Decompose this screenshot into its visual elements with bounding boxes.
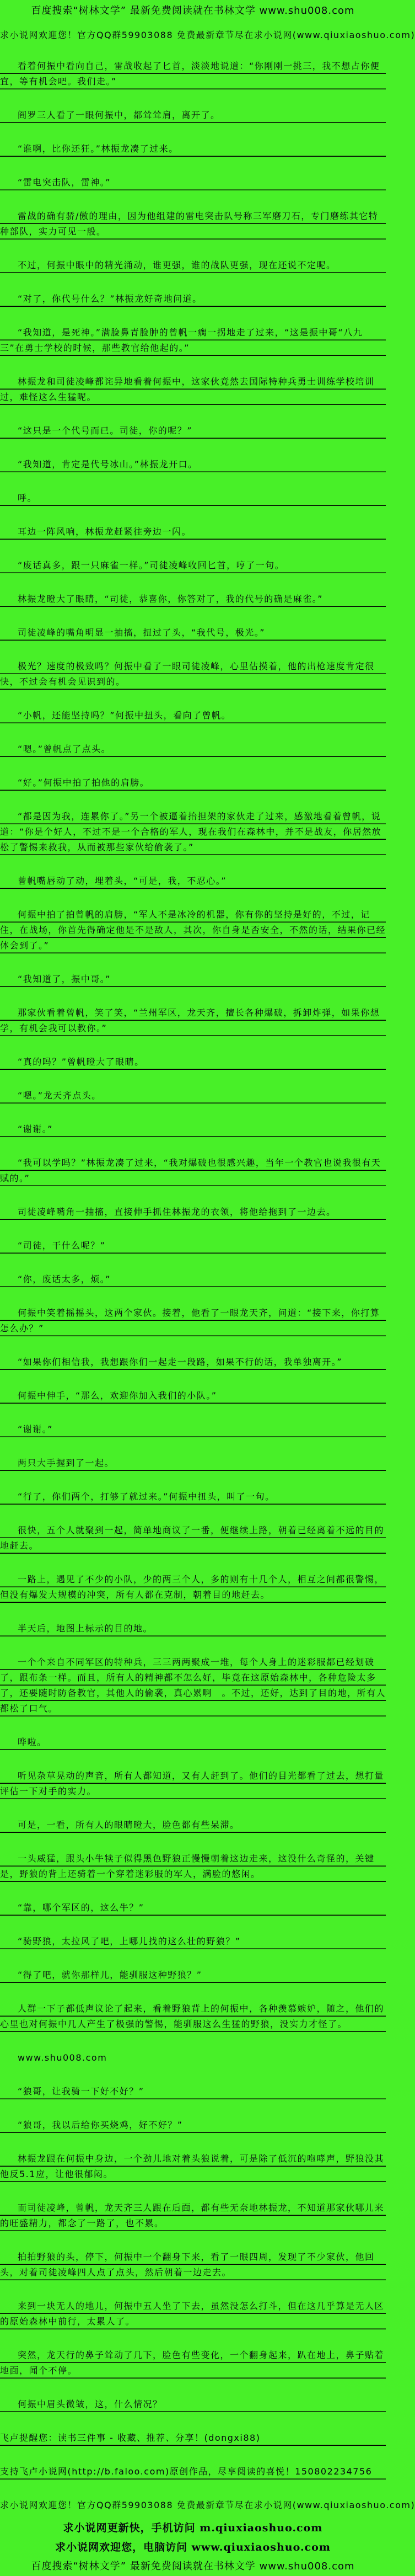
novel-paragraph: “我知道，肯定是代号冰山。”林振龙开口。 bbox=[0, 457, 386, 472]
novel-paragraph: “谢谢。” bbox=[0, 1122, 386, 1137]
novel-paragraph: 听见杂草晃动的声音，所有人都知道，又有人赶到了。他们的目光都看了过去，想打量评估一下对手的实力。 bbox=[0, 1768, 386, 1799]
novel-paragraph: 阎罗三人看了一眼何振中，都耸耸肩，离开了。 bbox=[0, 108, 386, 123]
novel-paragraph: “你，废话太多，烦。” bbox=[0, 1272, 386, 1287]
novel-paragraph: 极光？速度的极致吗？何振中看了一眼司徒凌峰，心里估摸着，他的出枪速度肯定很快，不过会有机会见识到的。 bbox=[0, 659, 386, 690]
footer-pc-site-line: 求小说网欢迎您，电脑访问 www.qiuxiaoshuo.com bbox=[55, 2541, 331, 2553]
novel-paragraph: “嗯。”曾帆点了点头。 bbox=[0, 742, 386, 757]
novel-paragraph: “得了吧，就你那样儿，能驯服这种野狼？” bbox=[0, 1967, 386, 1983]
novel-paragraph: 呼。 bbox=[0, 490, 386, 506]
header-baidu-search-line: 百度搜索“树林文学” 最新免费阅读就在书林文学 www.shu008.com bbox=[31, 5, 355, 17]
novel-paragraph: “狼哥，让我骑一下好不好？” bbox=[0, 2084, 386, 2099]
novel-paragraph: 那家伙看着曾帆，笑了笑，“兰州军区，龙天齐，擅长各种爆破，拆卸炸弹，如果你想学，有机会我可以教你。” bbox=[0, 1005, 386, 1036]
novel-paragraph: 拍拍野狼的头，停下，何振中一个翻身下来，看了一眼四周，发现了不少家伙，他回头，对着司徒凌峰四人点了点头，然后朝着一边走去。 bbox=[0, 2249, 386, 2280]
novel-paragraph: 不过，何振中眼中的精光涌动，谁更强，谁的战队更强，现在还说不定呢。 bbox=[0, 258, 386, 273]
novel-paragraph: 何振中伸手，“那么，欢迎你加入我们的小队。” bbox=[0, 1388, 386, 1404]
novel-paragraph: “我可以学吗？”林振龙凑了过来，“我对爆破也很感兴趣，当年一个教官也说我很有天赋的。” bbox=[0, 1155, 386, 1186]
novel-paragraph: “嗯。”龙天齐点头。 bbox=[0, 1088, 386, 1103]
novel-paragraph: 曾帆嘴唇动了动，埋着头，“可是，我，不忍心。” bbox=[0, 873, 386, 889]
novel-paragraph: “这只是一个代号而已。司徒，你的呢？” bbox=[0, 423, 386, 439]
novel-paragraph: 人群一下子都低声议论了起来，看着野狼背上的何振中，各种羡慕嫉妒，随之，他们的心里也对何振中几人产生了极强的警惕，能驯服这么生猛的野狼，没实力才怪了。 bbox=[0, 2001, 386, 2032]
novel-paragraph: “真的吗？”曾帆瞪大了眼睛。 bbox=[0, 1054, 386, 1070]
novel-paragraph: “废话真多，跟一只麻雀一样。”司徒凌峰收回匕首，哼了一句。 bbox=[0, 558, 386, 573]
novel-paragraph: 何振中眉头微皱，这，什么情况？ bbox=[0, 2397, 386, 2412]
novel-paragraph: 林振龙和司徒凌峰都诧异地看着何振中，这家伙竟然去国际特种兵勇士训练学校培训过，难怪这么生猛呢。 bbox=[0, 374, 386, 405]
novel-paragraph: 可是，一看，所有人的眼睛瞪大，脸色都有些呆滞。 bbox=[0, 1817, 386, 1833]
novel-paragraph: “谁啊，比你还狂。”林振龙凑了过来。 bbox=[0, 141, 386, 157]
novel-paragraph: 一路上，遇见了不少的小队，少的两三个人，多的则有十几个人，相互之间都很警惕，但没有爆发大规模的冲突，所有人都在克制，朝着目的地赶去。 bbox=[0, 1572, 386, 1603]
novel-paragraph: “司徒，干什么呢？” bbox=[0, 1238, 386, 1254]
novel-paragraph: “如果你们相信我，我想跟你们一起走一段路，如果不行的话，我单独离开。” bbox=[0, 1354, 386, 1370]
novel-paragraph: “狼哥，我以后给你买烧鸡，好不好？” bbox=[0, 2118, 386, 2133]
page-footer bbox=[0, 2498, 415, 2576]
novel-paragraph: “骑野狼，太拉风了吧，上哪儿找的这么壮的野狼？” bbox=[0, 1934, 386, 1949]
novel-paragraph: “我知道，是死神。”满脸鼻青脸肿的曾帆一瘸一拐地走了过来，“这是振中哥“八九三”在勇士学校的时候，那些教官给他起的。” bbox=[0, 325, 386, 356]
novel-paragraph: 耳边一阵风响，林振龙赶紧往旁边一闪。 bbox=[0, 524, 386, 540]
novel-paragraph: 一头威猛，跟头小牛犊子似得黑色野狼正慢慢朝着这边走来，这没什么奇怪的，关键是，野狼的背上还骑着一个穿着迷彩服的军人，满脸的悠闲。 bbox=[0, 1851, 386, 1882]
novel-paragraph: 很快，五个人就聚到一起，简单地商议了一番，便继续上路，朝着已经离着不远的目的地赶去。 bbox=[0, 1523, 386, 1554]
novel-paragraph: “小帆，还能坚持吗？”何振中扭头，看向了曾帆。 bbox=[0, 708, 386, 723]
footer-mobile-site-line: 求小说网更新快，手机访问 m.qiuxiaoshuo.com bbox=[63, 2522, 323, 2534]
faloo-reminder-line: 飞卢提醒您：读书三件事 - 收藏、推荐、分享！(dongxi88) bbox=[0, 2430, 386, 2446]
novel-paragraph: 林振龙跟在何振中身边，一个劲儿地对着头狼说着，可是除了低沉的咆哮声，野狼没其他反5.1应，让他很郁闷。 bbox=[0, 2151, 386, 2182]
novel-paragraph: “我知道了，振中哥。” bbox=[0, 972, 386, 987]
novel-paragraph: 看着何振中看向自己，雷战收起了匕首，淡淡地说道：“你刚刚一挑三，我不想占你便宜，等有机会吧。我们走。” bbox=[0, 58, 386, 89]
novel-paragraph: 司徒凌峰嘴角一抽搐，直接伸手抓住林振龙的衣领，将他给拖到了一边去。 bbox=[0, 1204, 386, 1220]
novel-paragraph: 何振中笑着摇摇头，这两个家伙。接着，他看了一眼龙天齐，问道：“接下来，你打算怎么办？” bbox=[0, 1305, 386, 1336]
novel-paragraph: 而司徒凌峰，曾帆，龙天齐三人跟在后面，都有些无奈地林振龙，不知道那家伙哪儿来的旺盛精力，都念了一路了，也不累。 bbox=[0, 2200, 386, 2231]
novel-paragraph: “对了，你代号什么？”林振龙好奇地问道。 bbox=[0, 291, 386, 307]
novel-paragraph: 突然，龙天行的鼻子耸动了几下，脸色有些变化，一个翻身起来，趴在地上，鼻子贴着地面，闻个不停。 bbox=[0, 2348, 386, 2378]
faloo-support-line: 支持飞卢小说网(http://b.faloo.com)原创作品，尽享阅读的喜悦！150802234756 bbox=[0, 2464, 386, 2479]
novel-paragraph: “都是因为我，连累你了。”另一个被逼着抬担架的家伙走了过来，感激地看着曾帆，说道：“你是个好人，不过不是一个合格的军人，现在我们在森林中，并不是战友，你居然放松了警惕来救我，从而被那些家伙给偷袭了。” bbox=[0, 809, 386, 855]
novel-paragraph: 哗啦。 bbox=[0, 1735, 386, 1750]
novel-paragraph: “谢谢。” bbox=[0, 1422, 386, 1437]
novel-paragraph: 何振中拍了拍曾帆的肩膀，“军人不是冰冷的机器，你有你的坚持是好的，不过，记住，在战场，你首先得确定他是不是敌人，其次，你自身是否安全，不然的话，结果你已经体会到了。” bbox=[0, 907, 386, 953]
site-watermark-line: www.shu008.com bbox=[18, 2052, 107, 2063]
novel-content bbox=[0, 58, 386, 2479]
novel-paragraph: 一个个来自不同军区的特种兵，三三两两聚成一堆，每个人身上的迷彩服都已经划破了，跟布条一样。而且，所有人的精神都不怎么好，毕竟在这原始森林中，各种危险太多了，还要随时防备教官，其他人的偷袭，真心累啊 。不过，还好，达到了目的地，所有人都松了口气。 bbox=[0, 1655, 386, 1716]
novel-paragraph: 司徒凌峰的嘴角明显一抽搐，扭过了头，“我代号，极光。” bbox=[0, 625, 386, 641]
footer-qq-group-line: 求小说网欢迎您！官方QQ群59903088 免费最新章节尽在求小说网(www.qiuxiaoshuo.com) bbox=[0, 2500, 415, 2510]
novel-paragraph: “行了，你们两个，打够了就过来。”何振中扭头，叫了一句。 bbox=[0, 1489, 386, 1505]
novel-paragraph: “雷电突击队，雷神。” bbox=[0, 175, 386, 190]
novel-paragraph: “好。”何振中拍了拍他的肩膀。 bbox=[0, 775, 386, 791]
novel-paragraph: 来到一块无人的地儿，何振中五人坐了下去，虽然没怎么打斗，但在这几乎算是无人区的原始森林中前行，太累人了。 bbox=[0, 2298, 386, 2329]
header-qiuxiaoshuo-line: 求小说网欢迎您！官方QQ群59903088 免费最新章节尽在求小说网(www.qiuxiaoshuo.com) bbox=[0, 30, 415, 40]
novel-paragraph: 两只大手握到了一起。 bbox=[0, 1455, 386, 1471]
novel-paragraph: 半天后，地图上标示的目的地。 bbox=[0, 1621, 386, 1636]
novel-paragraph: “靠，哪个军区的，这么牛？” bbox=[0, 1900, 386, 1916]
novel-paragraph: 雷战的确有骄/傲的理由，因为他组建的雷电突击队号称三军磨刀石，专门磨练其它特种部队，实力可见一般。 bbox=[0, 209, 386, 239]
footer-baidu-search-line: 百度搜索“树林文学” 最新免费阅读就在书林文学 www.shu008.com bbox=[31, 2561, 355, 2572]
novel-paragraph: 林振龙瞪大了眼睛，“司徒，恭喜你，你答对了，我的代号的确是麻雀。” bbox=[0, 591, 386, 607]
